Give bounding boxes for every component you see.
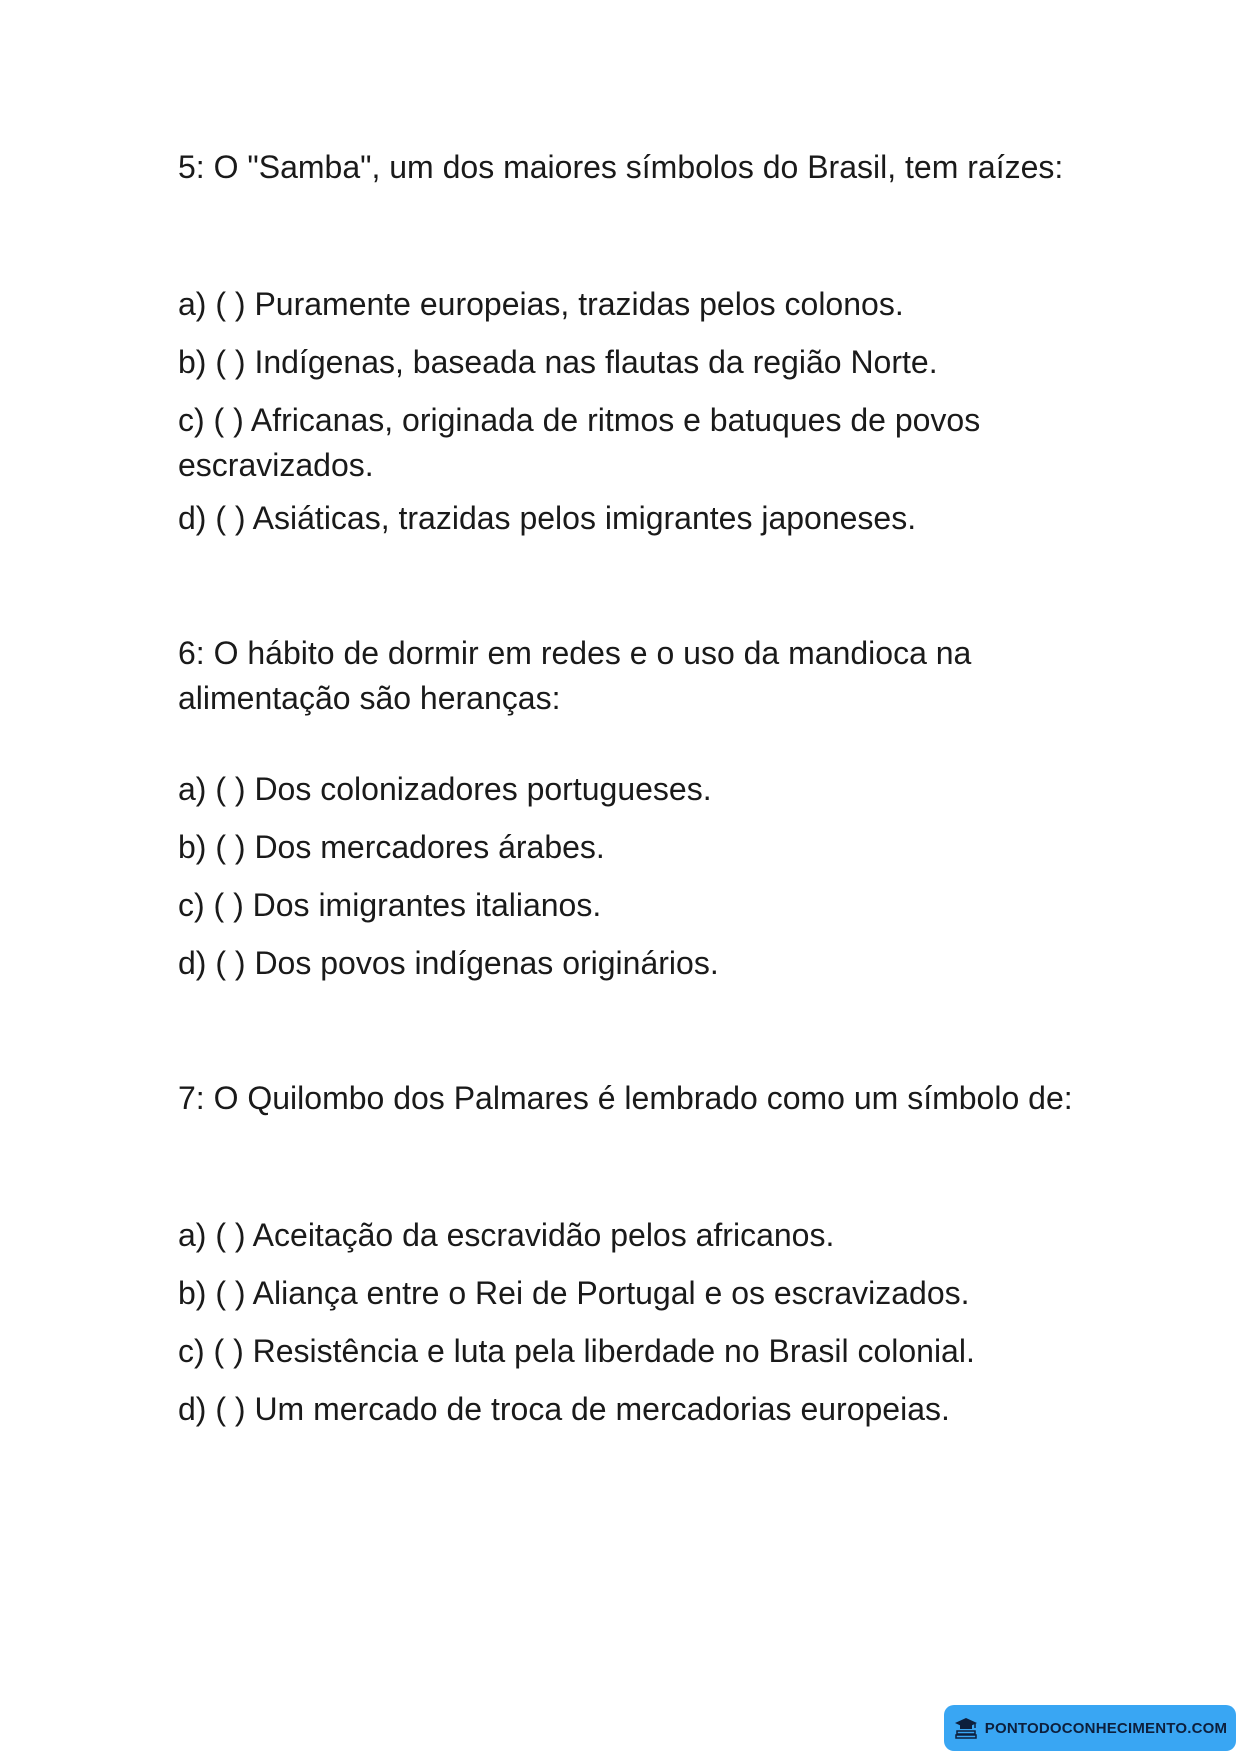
question-7-text: 7: O Quilombo dos Palmares é lembrado como um símbolo de: xyxy=(178,1080,1073,1116)
question-7-option-a[interactable]: a) ( ) Aceitação da escravidão pelos africanos. xyxy=(178,1217,835,1253)
site-watermark-badge[interactable] xyxy=(944,1705,1236,1751)
question-6-option-a[interactable]: a) ( ) Dos colonizadores portugueses. xyxy=(178,771,712,807)
site-watermark-text: PONTODOCONHECIMENTO.COM xyxy=(984,1719,1228,1737)
question-5-text: 5: O "Samba", um dos maiores símbolos do Brasil, tem raízes: xyxy=(178,149,1064,185)
question-7-option-c[interactable]: c) ( ) Resistência e luta pela liberdade no Brasil colonial. xyxy=(178,1333,975,1369)
question-5-option-a[interactable]: a) ( ) Puramente europeias, trazidas pelos colonos. xyxy=(178,286,904,322)
question-6-text: 6: O hábito de dormir em redes e o uso da mandioca na alimentação são heranças: xyxy=(178,635,972,716)
question-7 xyxy=(178,1076,1078,1121)
question-6 xyxy=(178,631,1078,721)
question-5-option-d[interactable]: d) ( ) Asiáticas, trazidas pelos imigrantes japoneses. xyxy=(178,500,917,536)
question-6-option-d[interactable]: d) ( ) Dos povos indígenas originários. xyxy=(178,945,719,981)
question-7-option-d[interactable]: d) ( ) Um mercado de troca de mercadorias europeias. xyxy=(178,1391,950,1427)
question-5 xyxy=(178,145,1078,190)
question-5-option-c[interactable]: c) ( ) Africanas, originada de ritmos e batuques de povos escravizados. xyxy=(178,402,981,483)
graduation-cap-books-icon xyxy=(953,1715,979,1741)
question-7-option-b[interactable]: b) ( ) Aliança entre o Rei de Portugal e os escravizados. xyxy=(178,1275,970,1311)
question-5-option-b[interactable]: b) ( ) Indígenas, baseada nas flautas da região Norte. xyxy=(178,344,938,380)
question-6-option-b[interactable]: b) ( ) Dos mercadores árabes. xyxy=(178,829,605,865)
question-6-option-c[interactable]: c) ( ) Dos imigrantes italianos. xyxy=(178,887,602,923)
